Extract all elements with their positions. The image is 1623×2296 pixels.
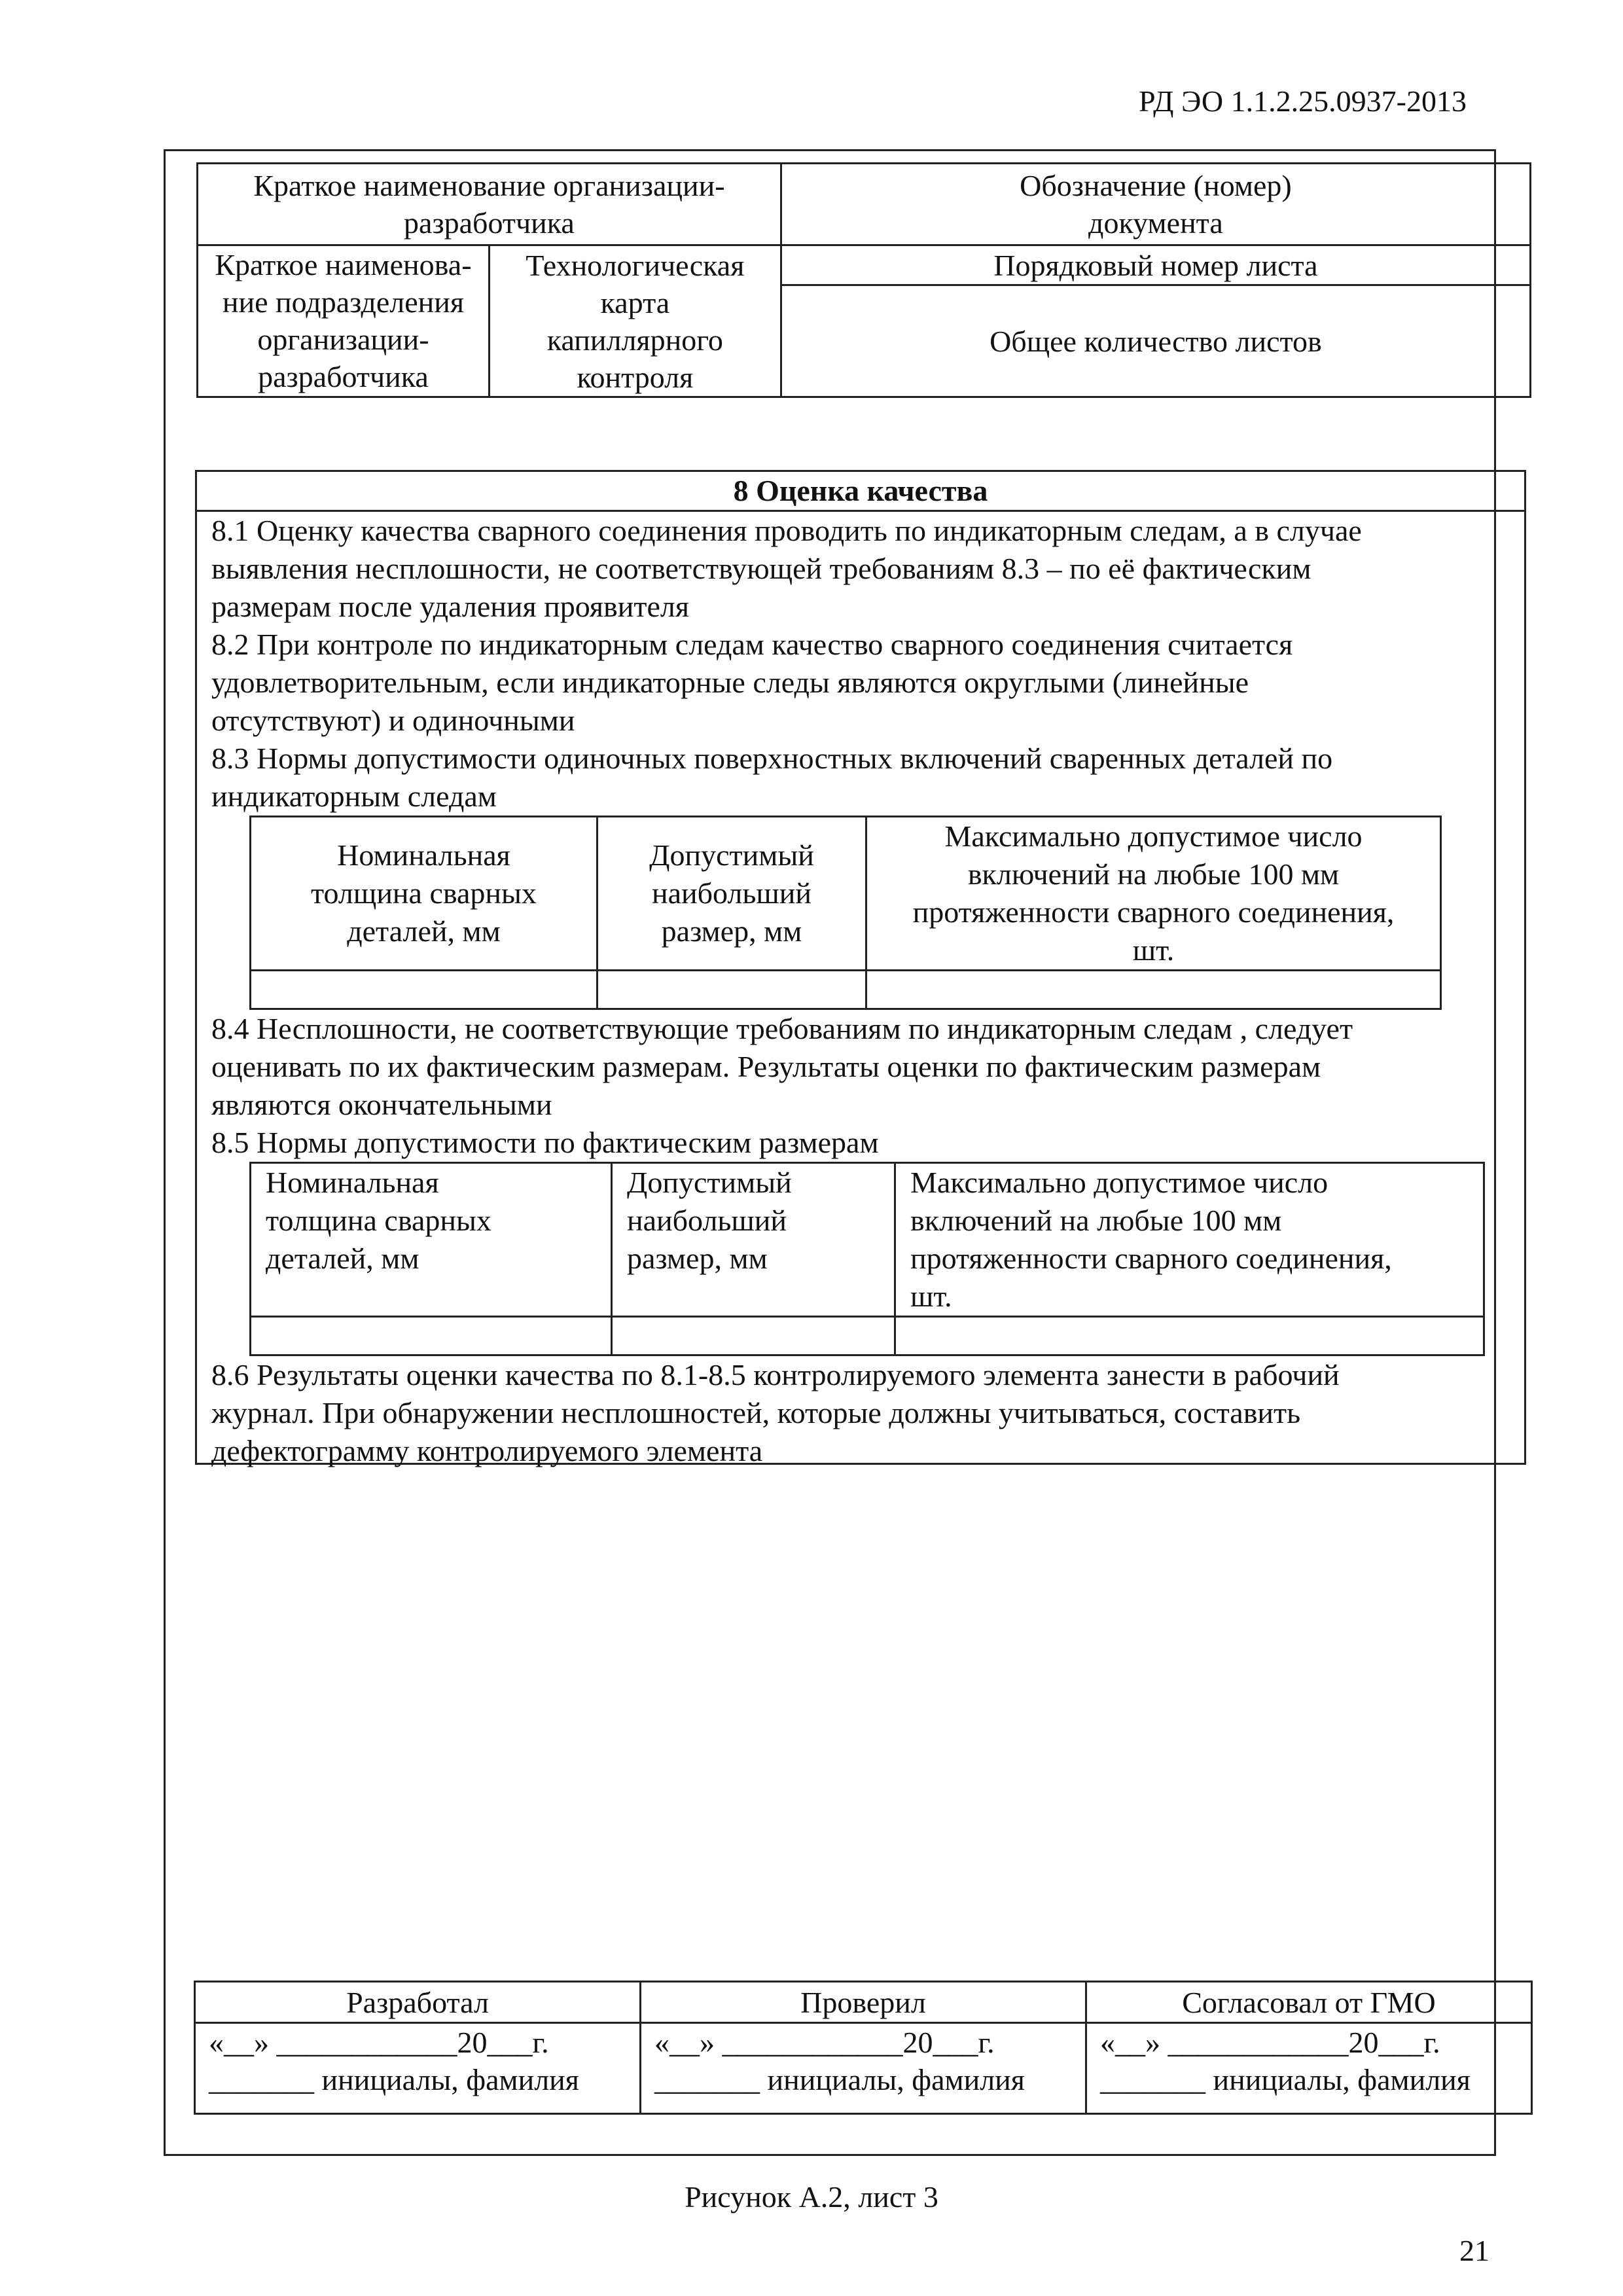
paragraph-8-6-line: 8.6 Результаты оценки качества по 8.1-8.5 контролируемого элемента занести в рабочий [211,1358,1340,1391]
empty-cell [251,971,597,1009]
paragraph-8-4-line: являются окончательными [211,1088,552,1121]
table-row [251,971,1441,1009]
header-line: толщина сварных [311,876,537,910]
signature-table [194,1981,1533,2115]
paragraph-8-6-line: дефектограмму контролируемого элемента [211,1434,763,1467]
paragraph-8-3-line: 8.3 Нормы допустимости одиночных поверхностных включений сваренных деталей по [211,742,1333,775]
signature-blank: _______ [1100,2063,1205,2096]
empty-cell [251,1317,612,1355]
column-header-max-count [895,1163,1484,1317]
checked-by-signature-cell [641,2023,1086,2114]
day-blank: __ [1115,2026,1145,2059]
agreed-by-header: Согласовал от ГМО [1086,1982,1532,2023]
year-prefix: 20 [902,2026,933,2059]
initials-label: инициалы, фамилия [1213,2063,1471,2096]
year-blank: ___ [487,2026,533,2059]
column-header-size [612,1163,895,1317]
quote-close: » [254,2026,269,2059]
card-title-cell [489,245,781,397]
title-block-table [196,162,1531,398]
figure-caption: Рисунок А.2, лист 3 [685,2180,938,2214]
paragraph-8-4-line: 8.4 Несплошности, не соответствующие требованиям по индикаторным следам , следует [211,1012,1353,1045]
header-line: Номинальная [266,1166,439,1199]
checked-by-header: Проверил [641,1982,1086,2023]
header-line: шт. [910,1280,952,1313]
sheet-number-cell [781,245,1530,285]
norms-table-actual-sizes [249,1162,1485,1356]
developed-by-signature-cell [195,2023,641,2114]
paragraph-8-4-line: оценивать по их фактическим размерам. Результаты оценки по фактическим размерам [211,1050,1321,1083]
quote-close: » [1145,2026,1160,2059]
header-line: деталей, мм [347,914,501,948]
subdivision-line-1: Краткое наименова- [215,248,472,281]
column-header-max-count [866,817,1441,971]
quote-open: « [209,2026,224,2059]
paragraph-8-1-line: размерам после удаления проявителя [211,590,690,623]
norms-table-indicator-traces [249,816,1442,1010]
header-line: наибольший [651,876,812,910]
empty-cell [597,971,866,1009]
paragraph-8-3-line: индикаторным следам [211,780,497,813]
paragraph-8-1 [197,512,1524,626]
page-number: 21 [1459,2234,1489,2267]
year-suffix: г. [978,2026,995,2059]
month-blank: ____________ [1168,2026,1349,2059]
month-blank: ____________ [722,2026,903,2059]
initials-line [209,2061,639,2098]
header-line: включений на любые 100 мм [967,857,1340,891]
quote-open: « [1100,2026,1115,2059]
paragraph-8-3 [197,740,1524,816]
header-line: размер, мм [627,1242,768,1275]
year-prefix: 20 [1348,2026,1379,2059]
paragraph-8-2-line: 8.2 При контроле по индикаторным следам качество сварного соединения считается [211,628,1293,661]
paragraph-8-4 [197,1010,1524,1124]
year-prefix: 20 [457,2026,488,2059]
agreed-by-signature-cell [1086,2023,1532,2114]
paragraph-8-2-line: отсутствуют) и одиночными [211,704,575,737]
table-row [251,1317,1484,1355]
subdivision-line-2: ние подразделения [222,285,465,319]
doc-designation-cell [781,164,1530,245]
day-blank: __ [224,2026,254,2059]
year-suffix: г. [1423,2026,1440,2059]
total-sheets-label: Общее количество листов [990,324,1322,358]
quote-open: « [654,2026,669,2059]
header-line: Допустимый [649,838,814,872]
empty-cell [866,971,1441,1009]
developed-by-header: Разработал [195,1982,641,2023]
column-header-thickness [251,817,597,971]
initials-line [1100,2061,1531,2098]
sheet-number-label: Порядковый номер листа [993,248,1318,282]
header-line: шт. [1132,933,1175,967]
header-line: Допустимый [627,1166,792,1199]
header-line: наибольший [627,1204,787,1237]
empty-cell [612,1317,895,1355]
header-line: включений на любые 100 мм [910,1204,1282,1237]
initials-line [654,2061,1085,2098]
doc-designation-line-2: документа [1088,206,1223,240]
date-line [209,2024,639,2061]
quality-assessment-section [195,470,1526,1465]
header-line: Максимально допустимое число [944,819,1363,853]
paragraph-8-1-line: выявления несплошности, не соответствующей требованиям 8.3 – по её фактическим [211,552,1311,585]
header-line: размер, мм [661,914,802,948]
date-line [654,2024,1085,2061]
header-line: деталей, мм [266,1242,419,1275]
card-title-line-1: Технологическая карта [526,248,745,319]
paragraph-8-5: 8.5 Нормы допустимости по фактическим размерам [211,1126,879,1159]
document-code: РД ЭО 1.1.2.25.0937-2013 [1139,84,1467,118]
card-title-line-2: капиллярного контроля [546,323,723,394]
signature-blank: _______ [209,2063,314,2096]
paragraph-8-6-line: журнал. При обнаружении несплошностей, которые должны учитываться, составить [211,1396,1301,1429]
org-name: Краткое наименование организации-разработчика [253,169,725,240]
quote-close: » [700,2026,715,2059]
header-line: толщина сварных [266,1204,491,1237]
initials-label: инициалы, фамилия [321,2063,579,2096]
year-blank: ___ [1378,2026,1424,2059]
date-line [1100,2024,1531,2061]
column-header-size [597,817,866,971]
header-line: Максимально допустимое число [910,1166,1329,1199]
day-blank: __ [669,2026,700,2059]
year-suffix: г. [532,2026,549,2059]
paragraph-8-6 [197,1356,1524,1470]
column-header-thickness [251,1163,612,1317]
paragraph-8-2 [197,626,1524,740]
subdivision-line-3: организации- [257,323,429,356]
header-line: протяженности сварного соединения, [910,1242,1392,1275]
paragraph-8-1-line: 8.1 Оценку качества сварного соединения проводить по индикаторным следам, а в случае [211,514,1362,547]
subdivision-line-4: разработчика [258,360,429,393]
signature-blank: _______ [654,2063,760,2096]
subdivision-cell [198,245,490,397]
month-blank: ____________ [276,2026,457,2059]
header-line: Номинальная [337,838,510,872]
org-name-cell [198,164,781,245]
doc-designation-line-1: Обозначение (номер) [1020,169,1292,202]
total-sheets-cell [781,285,1530,397]
initials-label: инициалы, фамилия [767,2063,1025,2096]
header-line: протяженности сварного соединения, [912,895,1395,929]
paragraph-8-2-line: удовлетворительным, если индикаторные следы являются округлыми (линейные [211,666,1249,699]
year-blank: ___ [933,2026,978,2059]
empty-cell [895,1317,1484,1355]
section-title: 8 Оценка качества [197,472,1524,512]
